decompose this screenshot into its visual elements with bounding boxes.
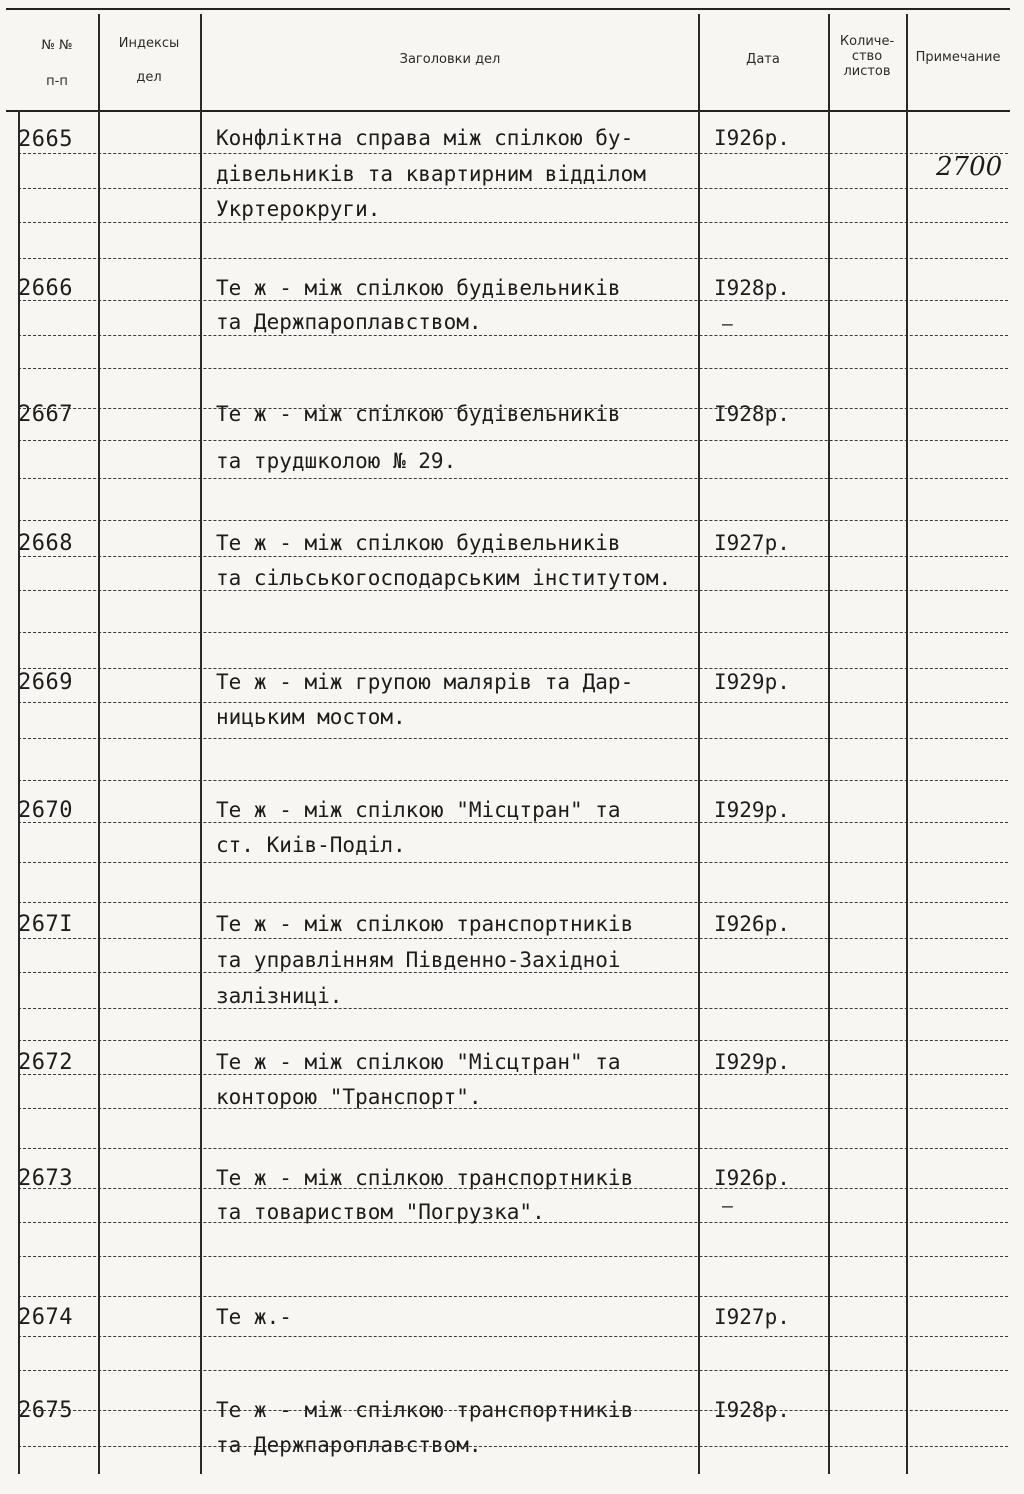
entry-number: 2674 <box>18 1305 73 1330</box>
entry-number: 2670 <box>18 798 73 823</box>
ruled-line <box>18 902 1008 903</box>
entry-date: I927р. <box>714 1305 790 1329</box>
entry-number: 2665 <box>18 127 73 152</box>
ruled-line <box>18 1222 1008 1223</box>
entry-title-line: залiзницi. <box>216 984 343 1008</box>
entry-number: 2667 <box>18 402 73 427</box>
ruled-line <box>18 738 1008 739</box>
ruled-line <box>18 702 1008 703</box>
header-rule <box>6 8 1010 10</box>
ruled-line <box>18 300 1008 301</box>
entry-title-line: та товариством "Погрузка". <box>216 1200 545 1224</box>
column-divider <box>98 14 100 1474</box>
ruled-line <box>18 335 1008 336</box>
header-col-title: Заголовки дел <box>399 52 501 67</box>
entry-title-line: Те ж - мiж спiлкою будiвельникiв <box>216 402 621 426</box>
ruled-line <box>18 590 1008 591</box>
header-col-sheets-line3: листов <box>843 64 891 79</box>
ruled-line <box>18 862 1008 863</box>
column-divider <box>828 14 830 1474</box>
entry-number: 2666 <box>18 276 73 301</box>
header-col-sheets <box>828 34 906 79</box>
ruled-line <box>18 520 1008 521</box>
column-divider <box>906 14 908 1474</box>
ruled-line <box>18 440 1008 441</box>
entry-title-line: Те ж - мiж спiлкою транспортникiв <box>216 912 634 936</box>
ruled-line <box>18 478 1008 479</box>
entry-date: I926р. <box>714 1166 790 1190</box>
ruled-line <box>18 408 1008 409</box>
entry-date: I927р. <box>714 531 790 555</box>
header-col-date: Дата <box>746 52 780 67</box>
entry-title-line: та сiльськогосподарським iнститутом. <box>216 566 672 590</box>
column-divider <box>18 110 20 1474</box>
header-rule <box>6 110 1010 112</box>
entry-title-line: Укртерокруги. <box>216 197 381 221</box>
header-col-index <box>100 36 198 86</box>
ruled-line <box>18 258 1008 259</box>
ruled-line <box>18 822 1008 823</box>
entry-title-line: Те ж - мiж спiлкою транспортникiв <box>216 1166 634 1190</box>
header-col-index-sub: дел <box>136 70 162 85</box>
ruled-line <box>18 938 1008 939</box>
ruled-line <box>18 1008 1008 1009</box>
ruled-line <box>18 1336 1008 1337</box>
entry-number: 267I <box>18 912 73 937</box>
header-col-number-label: № № <box>41 38 73 53</box>
ruled-line <box>18 1370 1008 1371</box>
entry-number: 2668 <box>18 531 73 556</box>
header-col-number-sub: п-п <box>46 74 68 89</box>
ruled-line <box>18 1188 1008 1189</box>
entry-title-line: Те ж - мiж спiлкою будiвельникiв <box>216 531 621 555</box>
ruled-line <box>18 556 1008 557</box>
entry-number: 2675 <box>18 1398 73 1423</box>
entry-number: 2672 <box>18 1050 73 1075</box>
ruled-line <box>18 972 1008 973</box>
ruled-line <box>18 1074 1008 1075</box>
entry-title-line: та Держпароплавством. <box>216 1433 482 1457</box>
ruled-line <box>18 668 1008 669</box>
header-col-sheets-line1: Количе- <box>839 34 895 49</box>
entry-title-line: Те ж - мiж спiлкою будiвельникiв <box>216 276 621 300</box>
ruled-line <box>18 153 1008 154</box>
entry-date: I928р. <box>714 276 790 300</box>
header-col-note: Примечание <box>915 50 1001 65</box>
entry-title-line: дiвельникiв та квартирним вiддiлом <box>216 162 646 186</box>
entry-date: I926р. <box>714 912 790 936</box>
entry-title-line: Те ж - мiж спiлкою "Мiсцтран" та <box>216 1050 621 1074</box>
entry-title-line: Конфлiктна справа мiж спiлкою бу- <box>216 126 634 150</box>
ruled-line <box>18 188 1008 189</box>
entry-title-line: Те ж - мiж спiлкою "Мiсцтран" та <box>216 798 621 822</box>
header-col-number <box>22 38 92 90</box>
ruled-line <box>18 1410 1008 1411</box>
entry-title-line: Те ж - мiж спiлкою транспортникiв <box>216 1398 634 1422</box>
entry-number: 2673 <box>18 1166 73 1191</box>
entry-title-line: Те ж.- <box>216 1305 292 1329</box>
ruled-line <box>18 1148 1008 1149</box>
ruled-line <box>18 368 1008 369</box>
ruled-line <box>18 222 1008 223</box>
entry-date: I929р. <box>714 798 790 822</box>
entry-date: I928р. <box>714 1398 790 1422</box>
entry-title-line: ст. Киiв-Подiл. <box>216 833 406 857</box>
column-divider <box>200 14 202 1474</box>
entry-date: I928р. <box>714 402 790 426</box>
ruled-line <box>18 1446 1008 1447</box>
header-col-sheets-line2: ство <box>851 49 883 64</box>
dash-mark: – <box>722 314 733 335</box>
handwritten-note: 2700 <box>936 152 1003 182</box>
entry-title-line: та управлiнням Пiвденно-Захiдноi <box>216 948 621 972</box>
entry-title-line: та Держпароплавством. <box>216 310 482 334</box>
dash-mark: – <box>722 1196 733 1217</box>
entry-date: I929р. <box>714 670 790 694</box>
column-divider <box>698 14 700 1474</box>
ruled-line <box>18 1256 1008 1257</box>
entry-date: I929р. <box>714 1050 790 1074</box>
entry-title-line: конторою "Транспорт". <box>216 1085 482 1109</box>
ruled-line <box>18 1108 1008 1109</box>
ruled-line <box>18 1040 1008 1041</box>
entry-title-line: ницьким мостом. <box>216 705 406 729</box>
header-col-index-label: Индексы <box>118 36 180 51</box>
entry-title-line: та трудшколою № 29. <box>216 449 457 473</box>
entry-number: 2669 <box>18 670 73 695</box>
entry-date: I926р. <box>714 126 790 150</box>
ruled-line <box>18 780 1008 781</box>
entry-title-line: Те ж - мiж групою малярiв та Дар- <box>216 670 634 694</box>
ruled-line <box>18 632 1008 633</box>
ruled-line <box>18 1296 1008 1297</box>
